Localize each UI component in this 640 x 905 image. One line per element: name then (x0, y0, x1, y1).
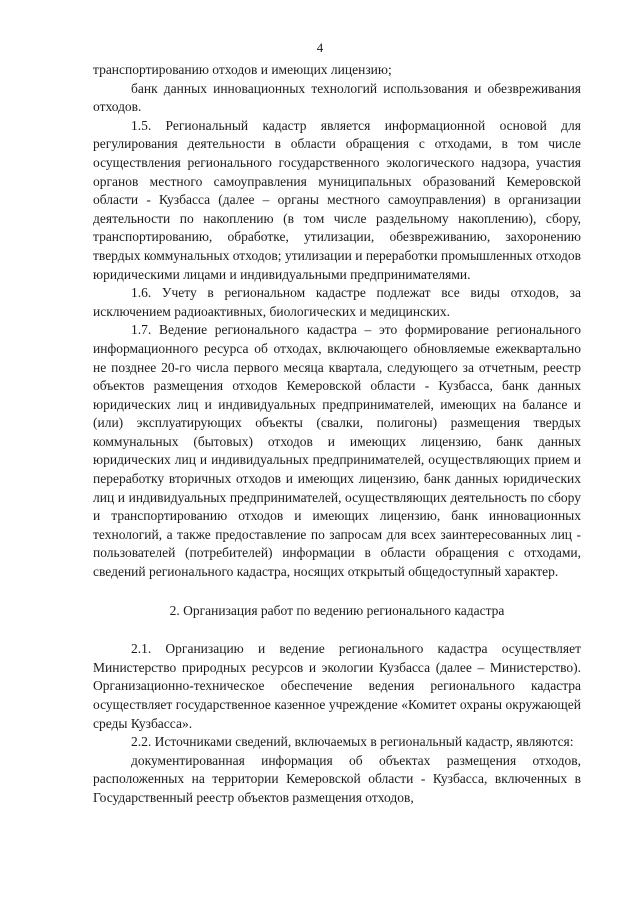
paragraph-source-info: документированная информация об объектах размещения отходов, расположенных на территории Кемеровской области - Кузбасса, включенных в Государственный реестр объектов размещения отходов, (93, 752, 581, 805)
paragraph-2-2: 2.2. Источниками сведений, включаемых в региональный кадастр, являются: (131, 734, 574, 750)
paragraph-1-7: 1.7. Ведение регионального кадастра – это формирование регионального информационного ресурса об отходах, включающего обновляемые ежеквартально не позднее 20-го числа первого месяца квартала, следующего за отчетным, реестр объектов размещения отходов Кемеровской области - Кузбасса, банк данных юридических лиц и индивидуальных предпринимателей, имеющих на балансе и (или) эксплуатирующих объекты (свалки, полигоны) размещения твердых коммунальных (бытовых) отходов и имеющих лицензию, банк данных юридических лиц и индивидуальных предпринимателей, осуществляющих прием и переработку вторичных отходов и имеющих лицензию, банк данных юридических лиц и индивидуальных предпринимателей, осуществляющих деятельность по сбору и транспортированию отходов и имеющих лицензию, банк инновационных технологий, а также предоставление по запросам для всех заинтересованных лиц - пользователей (потребителей) информации в области обращения с отходами, сведений регионального кадастра, носящих открытый общедоступный характер. (93, 322, 581, 580)
paragraph-1-5: 1.5. Региональный кадастр является информационной основой для регулирования деятельности в области обращения с отходами, в том числе осуществления регионального государственного экологического надзора, участия органов местного самоуправления муниципальных образований Кемеровской области - Кузбасса (далее – органы местного самоуправления) в организации деятельности по накоплению (в том числе раздельному накоплению), сбору, транспортированию, обработке, утилизации, обезвреживанию, захоронению твердых коммунальных отходов; утилизации и переработки промышленных отходов юридическими лицами и индивидуальными предпринимателями. (93, 117, 581, 282)
paragraph-1-6: 1.6. Учету в региональном кадастре подлежат все виды отходов, за исключением радиоактивных, биологических и медицинских. (93, 285, 581, 319)
paragraph-innovation-bank: банк данных инновационных технологий использования и обезвреживания отходов. (93, 80, 581, 115)
section-heading-2: 2. Организация работ по ведению регионального кадастра (169, 602, 505, 618)
paragraph-continuation: транспортированию отходов и имеющих лицензию; (93, 62, 392, 77)
page-number: 4 (316, 40, 324, 55)
paragraph-2-1: 2.1. Организацию и ведение регионального кадастра осуществляет Министерство природных ресурсов и экологии Кузбасса (далее – Министерство). Организационно-техническое обеспечение ведения регионального кадастра осуществляет государственное казенное учреждение «Комитет охраны окружающей среды Кузбасса». (93, 641, 581, 731)
document-body (93, 61, 581, 808)
